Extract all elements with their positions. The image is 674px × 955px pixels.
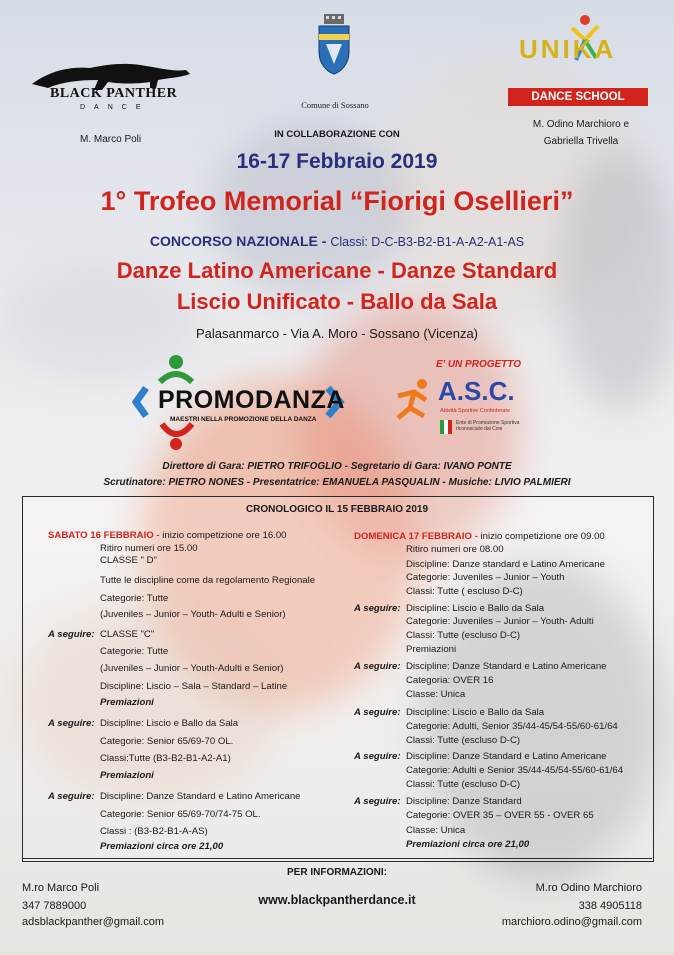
seguire-label: A seguire: — [354, 603, 401, 614]
sun-line: Ritiro numeri ore 08.00 — [406, 544, 504, 555]
sun-line: Classi: Tutte (escluso D-C) — [406, 735, 521, 746]
sun-line: Classi: Tutte ( escluso D-C) — [406, 586, 523, 597]
sun-line: Classi: Tutte (escluso D-C) — [406, 630, 521, 641]
sat-line: (Juveniles – Junior – Youth- Adulti e Senior) — [100, 609, 286, 620]
black-panther-wordmark: BLACK PANTHER — [50, 86, 178, 101]
black-panther-logo — [28, 58, 193, 118]
event-date: 16-17 Febbraio 2019 — [236, 150, 438, 173]
sat-line: Classi:Tutte (B3-B2-B1-A2-A1) — [100, 753, 231, 764]
sat-line: CLASSE " D" — [100, 555, 157, 566]
sun-line: Discipline: Danze Standard e Latino Americane — [406, 661, 607, 672]
concorso-classes: Classi: D-C-B3-B2-B1-A-A2-A1-AS — [330, 235, 525, 249]
saturday-heading: SABATO 16 FEBBRAIO - inizio competizione ore 16.00 — [48, 530, 287, 541]
left-organizer-name: M. Marco Poli — [80, 134, 142, 145]
concorso-line — [0, 233, 674, 249]
sat-line: Categorie: Senior 65/69-70/74-75 OL. — [100, 809, 261, 820]
sun-line: Classe: Unica — [406, 689, 466, 700]
crest-icon — [316, 14, 352, 76]
info-label: PER INFORMAZIONI: — [287, 867, 387, 878]
sat-line: Premiazioni circa ore 21,00 — [100, 841, 224, 852]
sat-line: Classi : (B3-B2-B1-A-AS) — [100, 826, 208, 837]
asc-wordmark: A.S.C. — [438, 376, 515, 406]
seguire-label: A seguire: — [48, 718, 95, 729]
seguire-label: A seguire: — [48, 629, 95, 640]
dance-school-badge: DANCE SCHOOL — [508, 88, 648, 106]
seguire-label: A seguire: — [354, 707, 401, 718]
sat-line: Premiazioni — [100, 697, 154, 708]
promodanza-wordmark: PROMODANZA — [158, 386, 345, 414]
seguire-label: A seguire: — [354, 661, 401, 672]
right-organizer-names-1: M. Odino Marchioro e — [532, 119, 630, 130]
sun-line: Classi: Tutte (escluso D-C) — [406, 779, 521, 790]
sun-line: Discipline: Danze Standard e Latino Americane — [406, 751, 607, 762]
seguire-label: A seguire: — [48, 791, 95, 802]
concorso-label: CONCORSO NAZIONALE - — [149, 233, 327, 249]
footer-right-name: M.ro Odino Marchioro — [535, 882, 642, 894]
disciplines-line-2: Liscio Unificato - Ballo da Sala — [176, 289, 498, 314]
disciplines-line-1: Danze Latino Americane - Danze Standard — [116, 258, 558, 283]
right-organizer-names-2: Gabriella Trivella — [543, 136, 619, 147]
comune-caption: Comune di Sossano — [301, 100, 369, 110]
website-link[interactable]: www.blackpantherdance.it — [258, 893, 416, 907]
sun-line: Discipline: Liscio e Ballo da Sala — [406, 707, 545, 718]
footer-right-phone: 338 4905118 — [578, 900, 642, 912]
sat-line: Discipline: Liscio – Sala – Standard – Latine — [100, 681, 288, 692]
sat-line: Categorie: Tutte — [100, 646, 169, 657]
sun-line: Categorie: Adulti e Senior 35/44-45/54-55/60-61/64 — [406, 765, 624, 776]
asc-sub2: Ente di Promozione Sportiva riconosciuto dal Coni — [456, 420, 520, 432]
sat-line: CLASSE "C" — [100, 629, 155, 640]
sun-line: Categorie: OVER 35 – OVER 55 - OVER 65 — [406, 810, 594, 821]
sunday-heading: DOMENICA 17 FEBBRAIO - inizio competizione ore 09.00 — [354, 531, 605, 542]
sat-line: Discipline: Liscio e Ballo da Sala — [100, 718, 239, 729]
sun-line: Premiazioni circa ore 21,00 — [406, 839, 530, 850]
sun-line: Categorie: Juveniles – Junior – Youth- Adulti — [406, 616, 594, 627]
promodanza-sub: MAESTRI NELLA PROMOZIONE DELLA DANZA — [170, 416, 317, 423]
runner-icon — [392, 378, 436, 422]
black-panther-sub: DANCE — [80, 104, 150, 111]
schedule-title: CRONOLOGICO IL 15 FEBBRAIO 2019 — [245, 504, 429, 515]
sat-line: (Juveniles – Junior – Youth-Adulti e Senior) — [100, 663, 284, 674]
staff-line-2: Scrutinatore: PIETRO NONES - Presentatrice: EMANUELA PASQUALIN - Musiche: LIVIO PALMIERI — [103, 477, 571, 488]
coni-icon — [440, 420, 452, 434]
sat-line: Premiazioni — [100, 770, 154, 781]
unika-logo — [515, 14, 655, 94]
footer-left-phone: 347 7889000 — [22, 900, 87, 912]
venue: Palasanmarco - Via A. Moro - Sossano (Vicenza) — [195, 326, 479, 341]
sat-line: Discipline: Danze Standard e Latino Americane — [100, 791, 301, 802]
unika-wordmark: UNIKA — [519, 34, 617, 64]
sun-line: Discipline: Danze standard e Latino Americane — [406, 559, 605, 570]
asc-logo — [392, 372, 552, 442]
progetto-label: E' UN PROGETTO — [436, 359, 521, 370]
sun-line: Categoria: OVER 16 — [406, 675, 494, 686]
sun-line: Classe: Unica — [406, 825, 466, 836]
sun-line: Categorie: Juveniles – Junior – Youth — [406, 572, 565, 583]
sat-line: Categorie: Senior 65/69-70 OL. — [100, 736, 234, 747]
seguire-label: A seguire: — [354, 751, 401, 762]
schedule-content — [22, 496, 652, 860]
footer-left-name: M.ro Marco Poli — [22, 882, 100, 894]
footer-left-email[interactable]: adsblackpanther@gmail.com — [22, 916, 165, 928]
sun-line: Discipline: Danze Standard — [406, 796, 522, 807]
sun-line: Premiazioni — [406, 644, 457, 655]
asc-sub: Attività Sportive Confederate — [440, 408, 511, 414]
sun-line: Discipline: Liscio e Ballo da Sala — [406, 603, 545, 614]
collab-label: IN COLLABORAZIONE CON — [274, 129, 400, 140]
footer-right-email[interactable]: marchioro.odino@gmail.com — [501, 916, 642, 928]
seguire-label: A seguire: — [354, 796, 401, 807]
sun-line: Categorie: Adulti, Senior 35/44-45/54-55/60-61/64 — [406, 721, 618, 732]
staff-line-1: Direttore di Gara: PIETRO TRIFOGLIO - Segretario di Gara: IVANO PONTE — [162, 461, 512, 472]
sossano-crest — [316, 14, 352, 100]
sat-line: Tutte le discipline come da regolamento Regionale — [100, 575, 316, 586]
sat-line: Categorie: Tutte — [100, 593, 169, 604]
sat-line: Ritiro numeri ore 15.00 — [100, 543, 198, 554]
promodanza-logo — [132, 352, 352, 452]
event-title: 1° Trofeo Memorial “Fiorigi Osellieri” — [100, 186, 574, 216]
